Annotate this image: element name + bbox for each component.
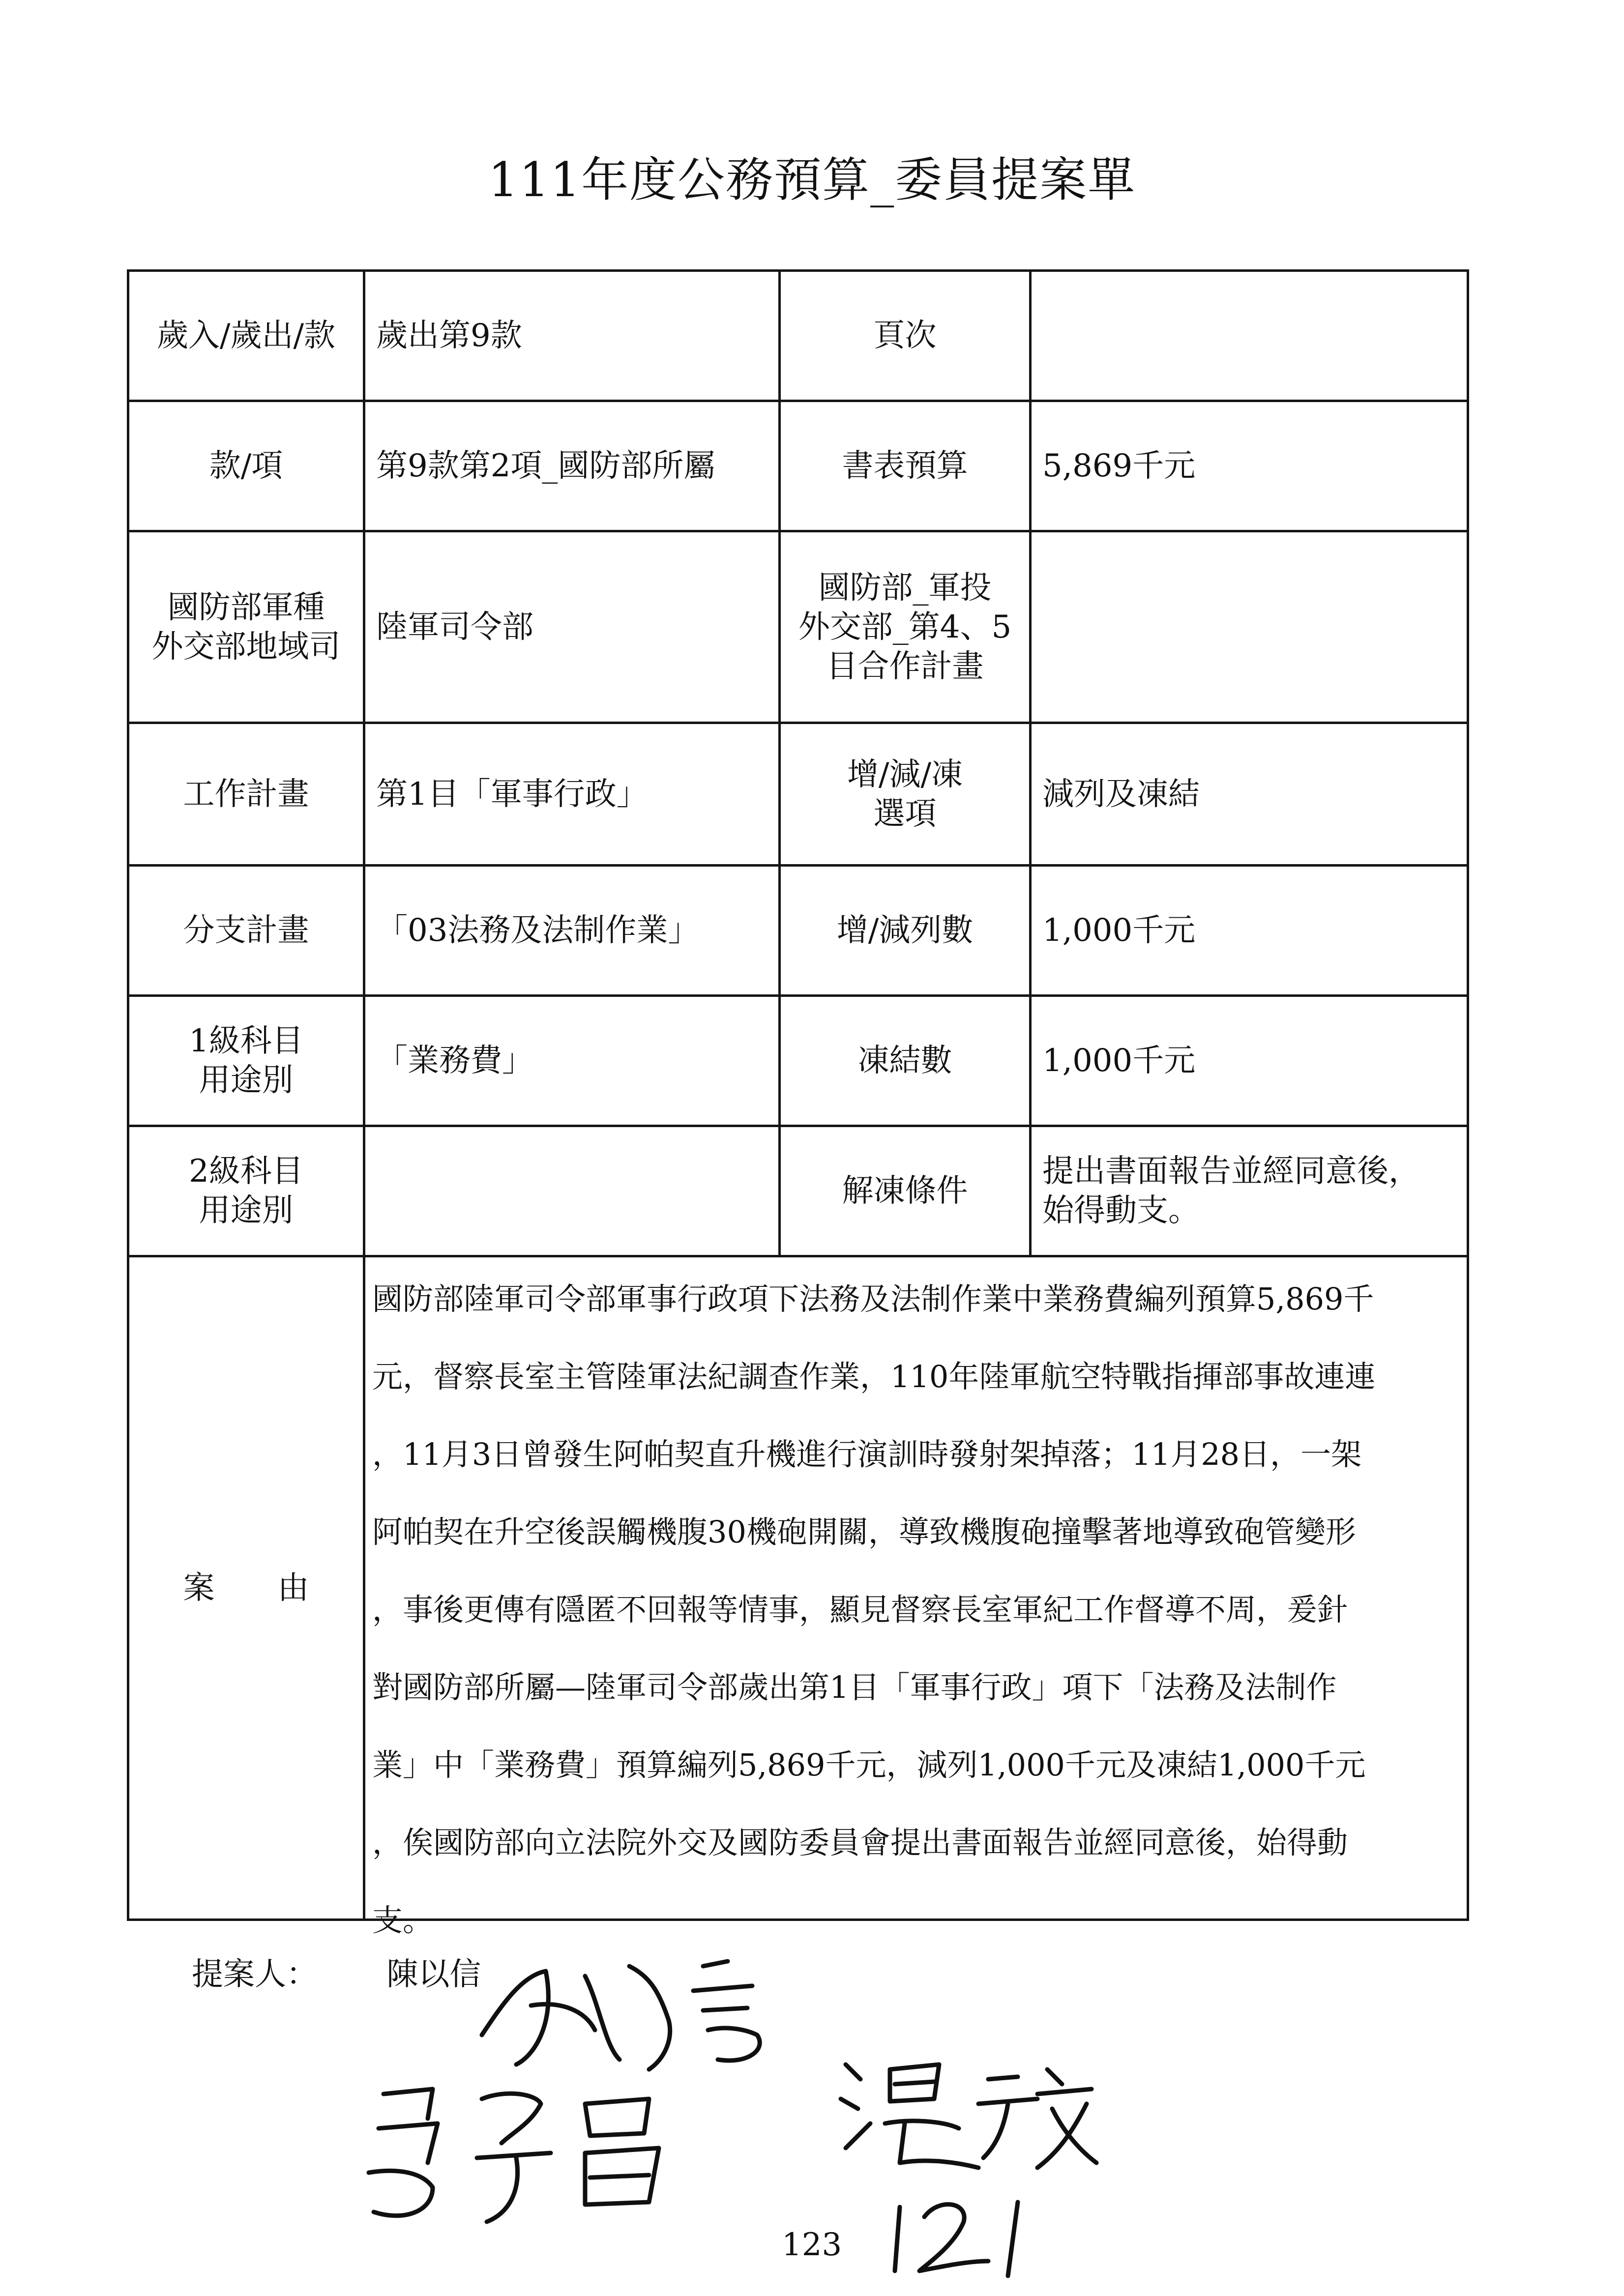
label-revenue-expenditure: 歲入/歲出/款 bbox=[127, 269, 365, 402]
label-agency-line-2: 外交部地域司 bbox=[151, 628, 341, 665]
label-branch-plan: 分支計畫 bbox=[127, 864, 365, 997]
value-page bbox=[1029, 269, 1469, 402]
value-option: 減列及凍結 bbox=[1029, 722, 1469, 867]
label-work-plan: 工作計畫 bbox=[127, 722, 365, 867]
proposal-form bbox=[127, 269, 1469, 1938]
handwritten-page-number bbox=[880, 2187, 1037, 2286]
label-page: 頁次 bbox=[778, 269, 1032, 402]
proposer-name: 陳以信 bbox=[386, 1956, 481, 1993]
label-option-line-1: 增/減/凍 bbox=[847, 756, 963, 793]
value-budget: 5,869千元 bbox=[1029, 400, 1469, 532]
reason-line: 對國防部所屬—陸軍司令部歲出第1目「軍事行政」項下「法務及法制作 bbox=[372, 1669, 1337, 1705]
label-level1-line-2: 用途別 bbox=[199, 1062, 294, 1099]
reason-line: ，事後更傳有隱匿不回報等情事，顯見督察長室軍紀工作督導不周，爰針 bbox=[372, 1592, 1348, 1628]
row-level1-item bbox=[127, 994, 1469, 1127]
reason-line: 國防部陸軍司令部軍事行政項下法務及法制作業中業務費編列預算5,869千 bbox=[372, 1281, 1374, 1317]
row-revenue-expenditure bbox=[127, 269, 1469, 402]
reason-text bbox=[363, 1255, 1469, 1938]
row-section-item bbox=[127, 400, 1469, 532]
label-cooperation-plan bbox=[778, 530, 1032, 724]
label-coop-line-1: 國防部_軍投 bbox=[818, 569, 992, 606]
value-level1-item: 「業務費」 bbox=[363, 994, 781, 1127]
label-agency bbox=[127, 530, 365, 724]
value-freeze: 1,000千元 bbox=[1029, 994, 1469, 1127]
value-level2-item bbox=[363, 1125, 781, 1257]
value-section-item: 第9款第2項_國防部所屬 bbox=[363, 400, 781, 532]
value-agency: 陸軍司令部 bbox=[363, 530, 781, 724]
row-work-plan bbox=[127, 722, 1469, 867]
label-reason: 案 由 bbox=[127, 1255, 365, 1921]
proposer-label: 提案人： bbox=[192, 1956, 318, 1993]
value-unfreeze-condition bbox=[1029, 1125, 1469, 1257]
signature-3 bbox=[831, 2050, 1106, 2178]
label-option bbox=[778, 722, 1032, 867]
row-reason bbox=[127, 1255, 1469, 1938]
label-agency-line-1: 國防部軍種 bbox=[167, 589, 325, 626]
label-level1-item bbox=[127, 994, 365, 1127]
row-agency bbox=[127, 530, 1469, 724]
proposer bbox=[192, 1949, 481, 1994]
label-freeze: 凍結數 bbox=[778, 994, 1032, 1127]
label-level2-line-2: 用途別 bbox=[199, 1192, 294, 1229]
label-level2-item bbox=[127, 1125, 365, 1257]
reason-line: ，11月3日曾發生阿帕契直升機進行演訓時發射架掉落；11月28日，一架 bbox=[372, 1436, 1362, 1472]
label-unfreeze-condition: 解凍條件 bbox=[778, 1125, 1032, 1257]
row-level2-item bbox=[127, 1125, 1469, 1257]
label-level1-line-1: 1級科目 bbox=[189, 1023, 303, 1059]
page-title: 111年度公務預算_委員提案單 bbox=[488, 152, 1136, 207]
signature-1 bbox=[472, 1947, 846, 2074]
signature-2 bbox=[354, 2074, 698, 2237]
reason-line: 阿帕契在升空後誤觸機腹30機砲開關，導致機腹砲撞擊著地導致砲管變形 bbox=[372, 1514, 1356, 1550]
reason-line: 支。 bbox=[372, 1902, 434, 1938]
value-section: 歲出第9款 bbox=[363, 269, 781, 402]
unfreeze-line-1: 提出書面報告並經同意後， bbox=[1042, 1153, 1420, 1190]
label-coop-line-2: 外交部_第4、5 bbox=[798, 609, 1012, 645]
label-coop-line-3: 目合作計畫 bbox=[826, 648, 984, 685]
reason-line: 業」中「業務費」預算編列5,869千元，減列1,000千元及凍結1,000千元 bbox=[372, 1747, 1366, 1783]
value-cooperation-plan bbox=[1029, 530, 1469, 724]
page-number: 123 bbox=[782, 2227, 842, 2263]
label-level2-line-1: 2級科目 bbox=[189, 1153, 303, 1190]
label-option-line-2: 選項 bbox=[873, 795, 937, 832]
label-budget: 書表預算 bbox=[778, 400, 1032, 532]
value-work-plan: 第1目「軍事行政」 bbox=[363, 722, 781, 867]
value-branch-plan: 「03法務及法制作業」 bbox=[363, 864, 781, 997]
value-reduction: 1,000千元 bbox=[1029, 864, 1469, 997]
unfreeze-line-2: 始得動支。 bbox=[1042, 1192, 1200, 1229]
label-reduction: 增/減列數 bbox=[778, 864, 1032, 997]
reason-line: ，俟國防部向立法院外交及國防委員會提出書面報告並經同意後，始得動 bbox=[372, 1825, 1348, 1860]
row-branch-plan bbox=[127, 864, 1469, 997]
label-section-item: 款/項 bbox=[127, 400, 365, 532]
reason-line: 元，督察長室主管陸軍法紀調查作業，110年陸軍航空特戰指揮部事故連連 bbox=[372, 1359, 1376, 1395]
